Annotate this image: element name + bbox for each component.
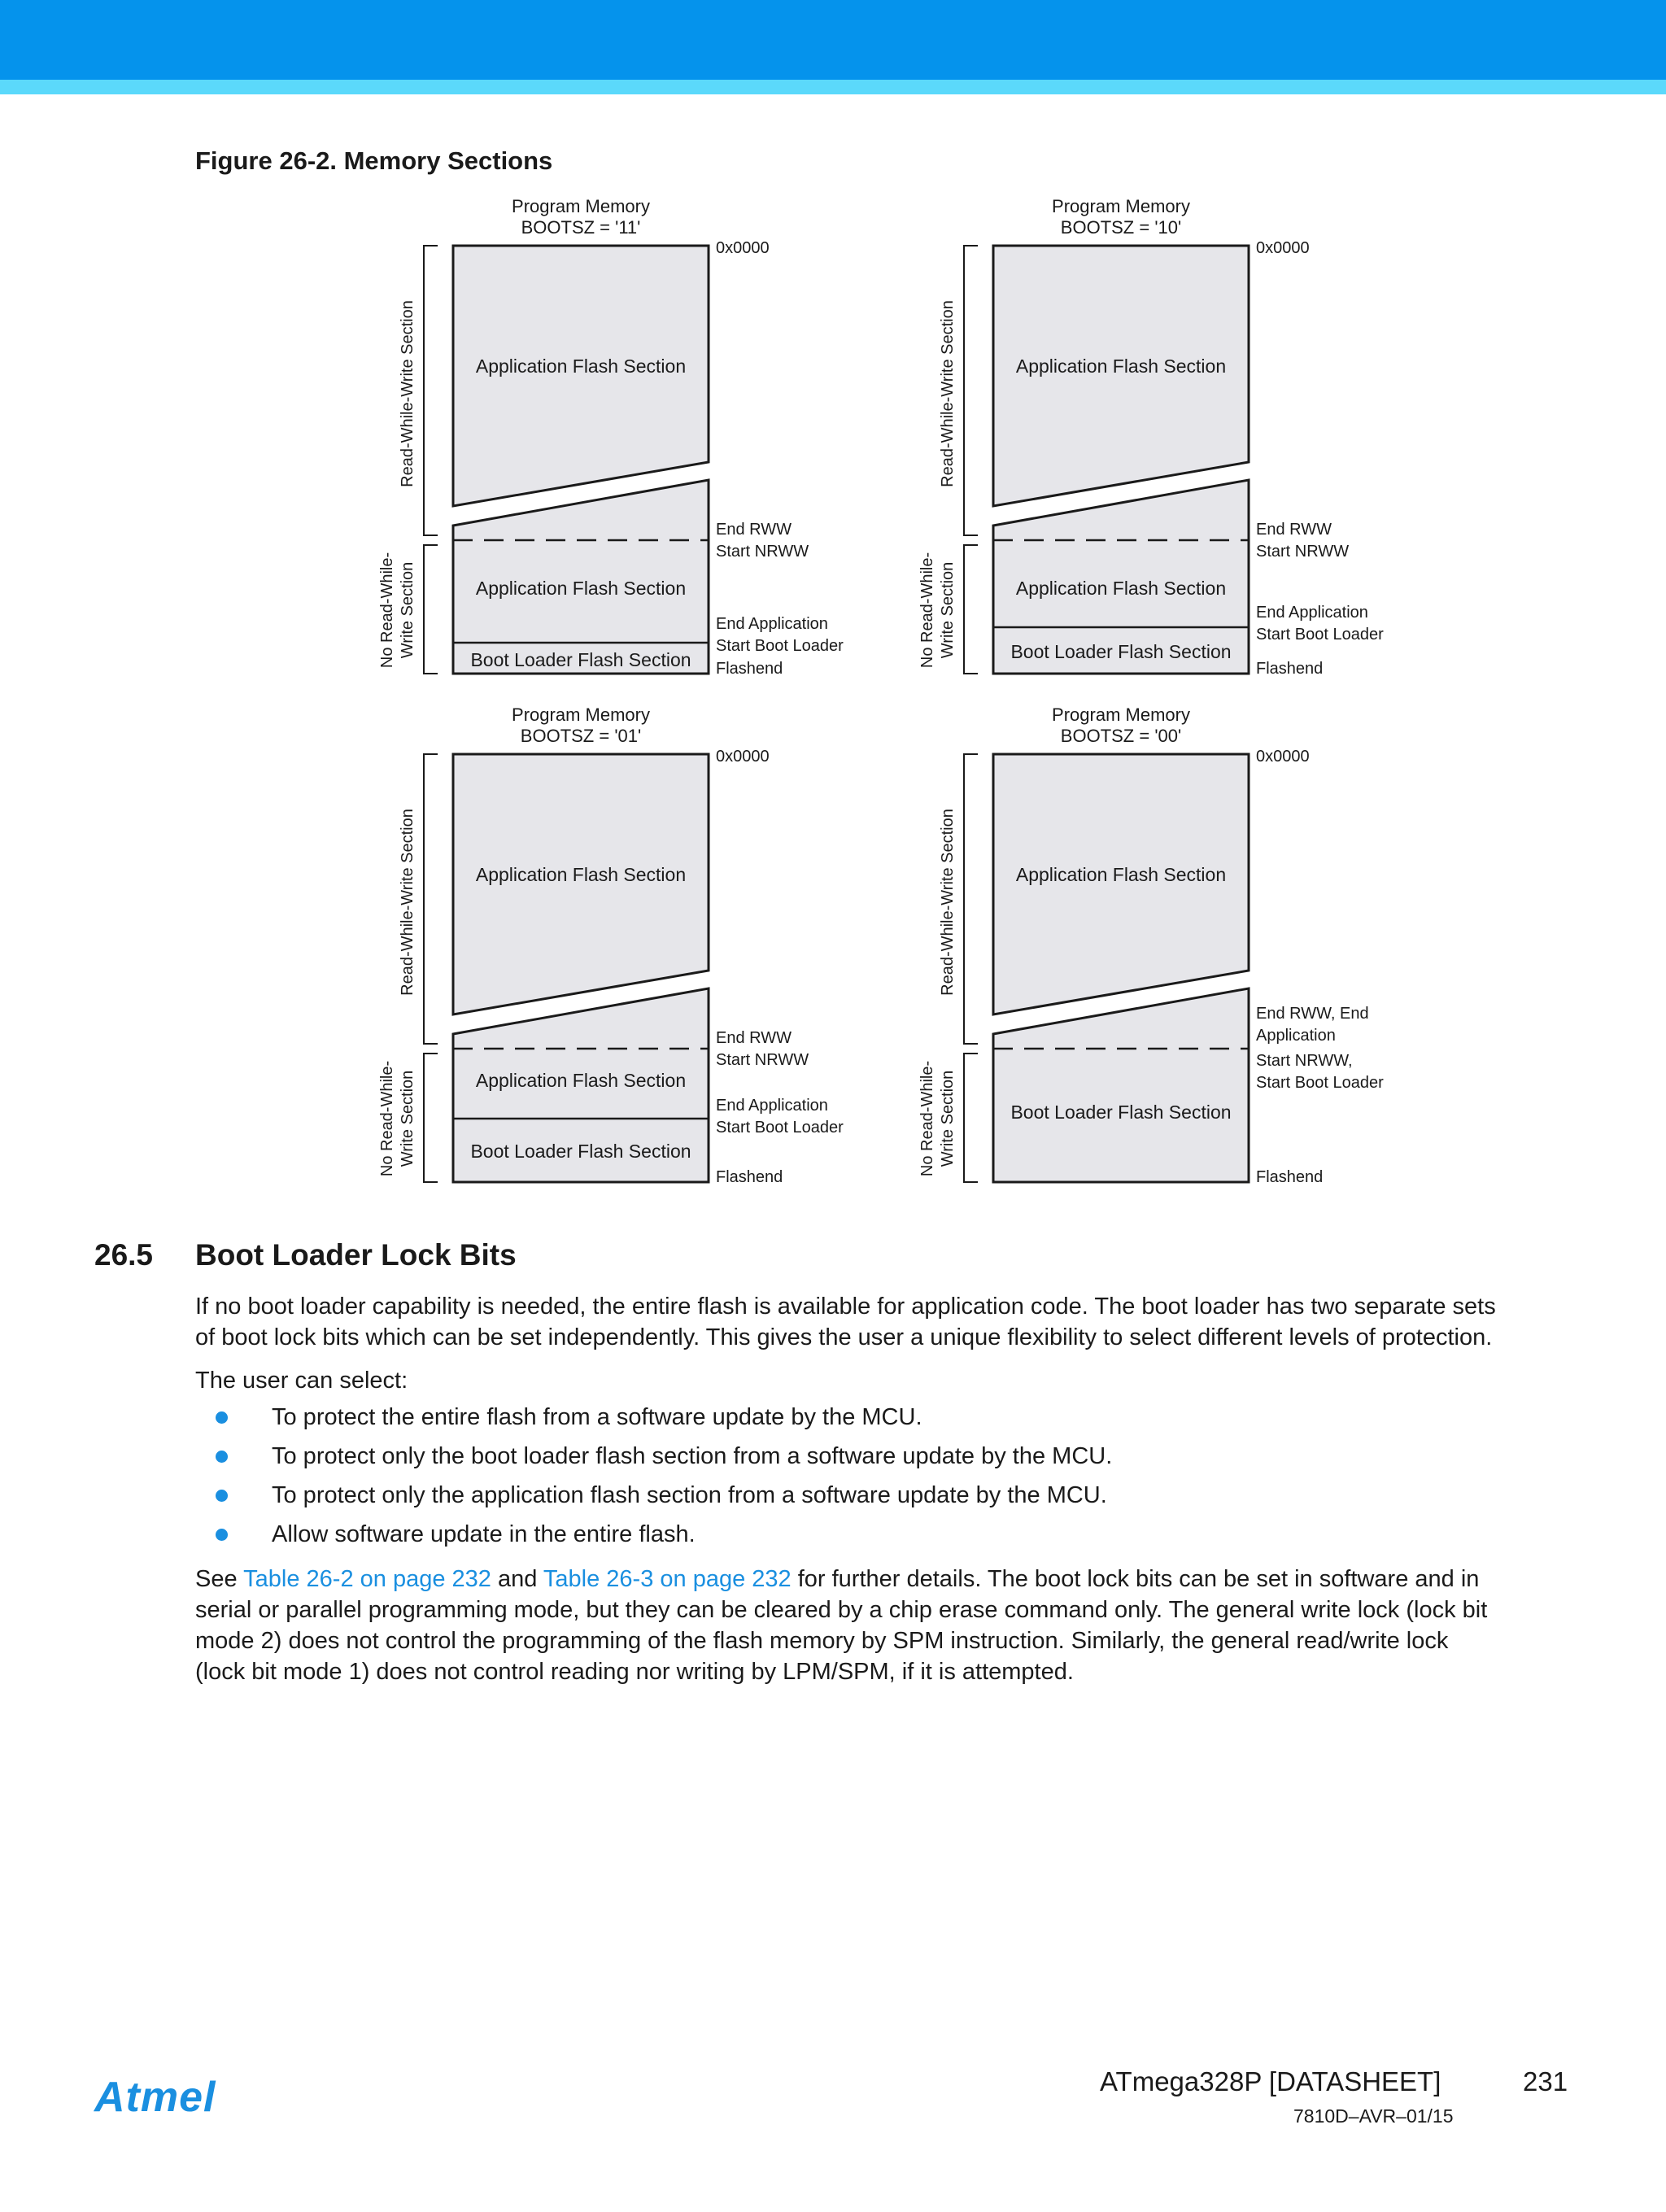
boot-loader-label: Boot Loader Flash Section [1010,641,1232,662]
addr-label: End Application [716,1097,828,1115]
footer-doc-id: 7810D–AVR–01/15 [1293,2105,1454,2127]
rww-side-label: Read-While-Write Section [939,300,957,487]
memory-panel-01 [378,705,844,1186]
text-run: for further details. The boot lock bits can be set in software and in [791,1566,1480,1592]
nrww-block [453,480,709,674]
addr-label: Start Boot Loader [1256,1074,1384,1092]
addr-label: End RWW [1256,521,1332,539]
footer-doc-title: ATmega328P [DATASHEET] [1100,2066,1441,2096]
memory-panel-10 [918,196,1384,678]
footer-page-number: 231 [1523,2066,1568,2096]
bullet-dot-icon [216,1490,228,1502]
figure-caption: Figure 26-2. Memory Sections [195,146,553,175]
rww-bracket [964,754,978,1044]
paragraph-line: If no boot loader capability is needed, the entire flash is available for application code. The boot loader has two separate sets [195,1294,1496,1320]
memory-panel-11 [378,196,844,678]
nrww-side-label-line2: Write Section [939,561,957,659]
rww-bracket [424,246,438,535]
addr-label: End Application [716,615,828,633]
nrww-side-label-line1: No Read-While- [378,1060,396,1177]
addr-label: Start Boot Loader [716,1119,844,1137]
addr-start: 0x0000 [716,748,770,766]
list-item-text: To protect only the boot loader flash section from a software update by the MCU. [272,1443,1113,1469]
list-item-text: Allow software update in the entire flash. [272,1521,696,1547]
addr-label: Flashend [1256,660,1324,678]
paragraph-intro [195,1291,1570,1353]
paragraph-line: serial or parallel programming mode, but they can be cleared by a chip erase command only. The general write lock (lock bit [195,1597,1488,1623]
text-run: and [491,1566,543,1592]
nrww-bracket [424,1054,438,1182]
rww-bracket [424,754,438,1044]
addr-start: 0x0000 [1256,748,1310,766]
addr-label: Start NRWW [1256,543,1350,561]
bullet-dot-icon [216,1411,228,1424]
panel-title-line1: Program Memory [1052,705,1190,725]
app-flash-label: Application Flash Section [475,356,687,377]
nrww-app-flash-label: Application Flash Section [1015,578,1227,599]
nrww-bracket [424,545,438,674]
addr-label: Start NRWW [716,543,809,561]
atmel-logo: Atmel [94,2074,216,2121]
addr-label: Start Boot Loader [1256,626,1384,644]
table-26-3-link[interactable]: Table 26-3 on page 232 [543,1566,792,1592]
addr-label: Flashend [1256,1168,1324,1186]
boot-loader-label: Boot Loader Flash Section [470,649,691,670]
panel-title-line2: BOOTSZ = '11' [521,217,641,238]
addr-label: Start NRWW, [1256,1052,1353,1070]
paragraph-line: of boot lock bits which can be set independently. This gives the user a unique flexibility to select different levels of protection. [195,1324,1493,1350]
app-flash-label: Application Flash Section [1015,864,1227,885]
paragraph-line: (lock bit mode 1) does not control reading nor writing by LPM/SPM, if it is attempted. [195,1659,1074,1685]
addr-label: Start Boot Loader [716,637,844,655]
paragraph-user-can-select: The user can select: [195,1368,408,1394]
addr-label: Application [1256,1027,1336,1045]
panel-title-line1: Program Memory [512,705,650,725]
paragraph-line [195,1564,1570,1595]
table-26-2-link[interactable]: Table 26-2 on page 232 [243,1566,491,1592]
paragraph-details [195,1564,1570,1687]
addr-label: End RWW, End [1256,1005,1369,1023]
boot-loader-label: Boot Loader Flash Section [1010,1102,1232,1123]
nrww-side-label-line2: Write Section [399,1070,416,1167]
rww-side-label: Read-While-Write Section [399,809,416,996]
nrww-side-label-line1: No Read-While- [918,1060,936,1177]
nrww-app-flash-label: Application Flash Section [475,578,687,599]
panel-title-line2: BOOTSZ = '01' [520,726,642,746]
text-run: See [195,1566,244,1592]
addr-label: Flashend [716,1168,783,1186]
bullet-dot-icon [216,1451,228,1463]
addr-label: End Application [1256,604,1368,622]
addr-start: 0x0000 [716,239,770,257]
panel-title-line1: Program Memory [512,196,650,216]
app-flash-label: Application Flash Section [475,864,687,885]
nrww-side-label-line2: Write Section [939,1070,957,1167]
addr-label: Flashend [716,660,783,678]
rww-side-label: Read-While-Write Section [399,300,416,487]
nrww-bracket [964,1054,978,1182]
bullet-dot-icon [216,1529,228,1541]
list-item-text: To protect the entire flash from a software update by the MCU. [272,1404,922,1430]
section-title: Boot Loader Lock Bits [195,1238,517,1272]
app-flash-label: Application Flash Section [1015,356,1227,377]
nrww-bracket [964,545,978,674]
nrww-side-label-line2: Write Section [399,561,416,659]
rww-bracket [964,246,978,535]
memory-panel-00 [918,705,1384,1186]
list-item-text: To protect only the application flash section from a software update by the MCU. [272,1482,1107,1508]
addr-label: Start NRWW [716,1051,809,1069]
panel-title-line2: BOOTSZ = '00' [1060,726,1182,746]
addr-label: End RWW [716,1029,792,1047]
addr-start: 0x0000 [1256,239,1310,257]
nrww-side-label-line1: No Read-While- [918,552,936,669]
paragraph-line: mode 2) does not control the programming of the flash memory by SPM instruction. Similarly, the general read/write lock [195,1628,1449,1654]
panel-title-line2: BOOTSZ = '10' [1060,217,1182,238]
panel-title-line1: Program Memory [1052,196,1190,216]
boot-loader-label: Boot Loader Flash Section [470,1141,691,1162]
rww-side-label: Read-While-Write Section [939,809,957,996]
nrww-side-label-line1: No Read-While- [378,552,396,669]
addr-label: End RWW [716,521,792,539]
nrww-app-flash-label: Application Flash Section [475,1070,687,1091]
nrww-block [993,988,1249,1182]
section-number: 26.5 [94,1238,154,1272]
